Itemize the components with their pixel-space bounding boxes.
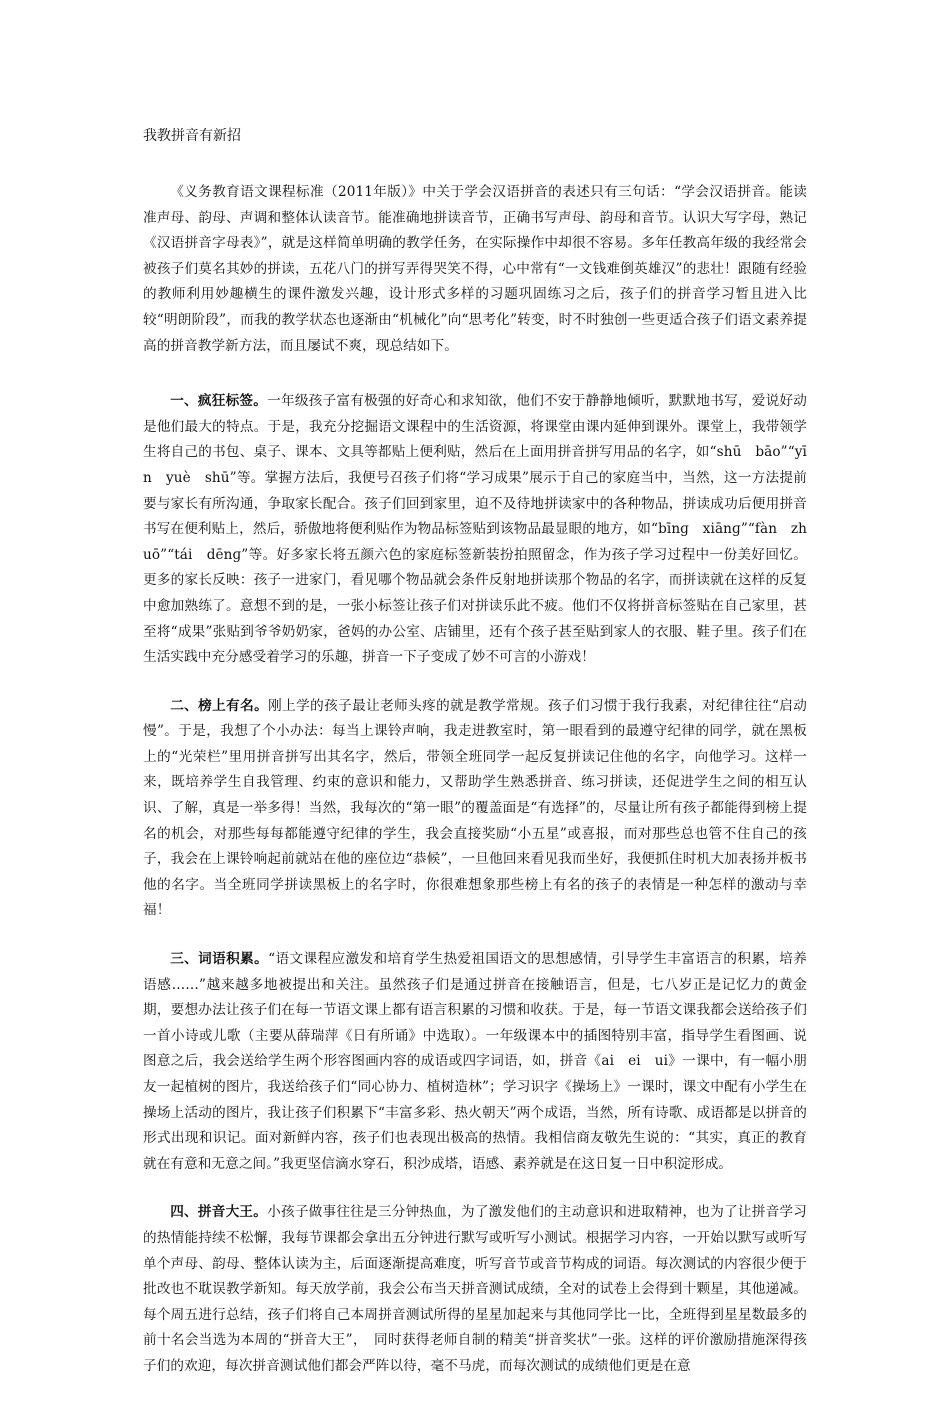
document-body [143, 180, 807, 1403]
section-heading-2: 二、榜上有名。 [170, 697, 269, 714]
section-text-1: 一年级孩子富有极强的好奇心和求知欲，他们不安于静静地倾听，默默地书写，爱说好动是他们最大的特点。于是，我充分挖掘语文课程中的生活资源，将课堂由课内延伸到课外。课堂上，我带领学生将自己的书包、桌子、课本、文具等都贴上便利贴，然后在上面用拼音拼写用品的名字，如“shū bāo”“yīn yuè shū”等。掌握方法后，我便号召孩子们将“学习成果”展示于自己的家庭当中，当然，这一方法提前要与家长有所沟通，争取家长配合。孩子们回到家里，迫不及待地拼读家中的各种物品，拼读成功后便用拼音书写在便利贴上，然后，骄傲地将便利贴作为物品标签贴到该物品最显眼的地方，如“bīnɡ xiānɡ”“fàn zhuō”“tái dēnɡ”等。好多家长将五颜六色的家庭标签新装扮拍照留念，作为孩子学习过程中一份美好回忆。更多的家长反映：孩子一进家门，看见哪个物品就会条件反射地拼读那个物品的名字，而拼读就在这样的反复中愈加熟练了。意想不到的是，一张小标签让孩子们对拼读乐此不疲。他们不仅将拼音标签贴在自己家里，甚至将“成果”张贴到爷爷奶奶家，爸妈的办公室、店铺里，还有个孩子甚至贴到家人的衣服、鞋子里。孩子们在生活实践中充分感受着学习的乐趣，拼音一下子变成了妙不可言的小游戏！ [143, 393, 807, 666]
section-paragraph-1 [143, 389, 807, 671]
section-text-4: 小孩子做事往往是三分钟热血，为了激发他们的主动意识和进取精神，也为了让拼音学习的热情能持续不松懈，我每节课都会拿出五分钟进行默写或听写小测试。根据学习内容，一开始以默写或听写单个声母、韵母、整体认读为主，后面逐渐提高难度，听写音节或音节构成的词语。每次测试的内容很少便于批改也不耽误教学新知。每天放学前，我会公布当天拼音测试成绩，全对的试卷上会得到十颗星，其他递减。每个周五进行总结，孩子们将自己本周拼音测试所得的星星加起来与其他同学比一比，全班得到星星数最多的前十名会当选为本周的“拼音大王”， 同时获得老师自制的精美“拼音奖状”一张。这样的评价激励措施深得孩子们的欢迎，每次拼音测试他们都会严阵以待，毫不马虎，而每次测试的成绩他们更是在意 [143, 1204, 807, 1374]
section-heading-3: 三、词语积累。 [170, 951, 269, 968]
section-text-3: “语文课程应激发和培育学生热爱祖国语文的思想感情，引导学生丰富语言的积累，培养语感……”越来越多地被提出和关注。虽然孩子们是通过拼音在接触语言，但是，七八岁正是记忆力的黄金期，要想办法让孩子们在每一节语文课上都有语言积累的习惯和收获。于是，每一节语文课我都会送给孩子们一首小诗或儿歌（主要从薛瑞萍《日有所诵》中选取）。一年级课本中的插图特别丰富，指导学生看图画、说图意之后，我会送给学生两个形容图画内容的成语或四字词语，如，拼音《ai ei ui》一课中，有一幅小朋友一起植树的图片，我送给孩子们“同心协力、植树造林”；学习识字《操场上》一课时，课文中配有小学生在操场上活动的图片，我让孩子们积累下“丰富多彩、热火朝天”两个成语，当然，所有诗歌、成语都是以拼音的形式出现和识记。面对新鲜内容，孩子们也表现出极高的热情。我相信商友敬先生说的：“其实，真正的教育就在有意和无意之间。”我更坚信滴水穿石，积沙成塔，语感、素养就是在这日复一日中积淀形成。 [143, 951, 807, 1172]
section-paragraph-4 [143, 1200, 807, 1379]
section-heading-1: 一、疯狂标签。 [170, 393, 268, 410]
section-heading-4: 四、拼音大王。 [170, 1204, 268, 1221]
section-text-2: 刚上学的孩子最让老师头疼的就是教学常规。孩子们习惯于我行我素，对纪律往往“启动慢”。于是，我想了个小办法：每当上课铃声响，我走进教室时，第一眼看到的最遵守纪律的同学，就在黑板上的“光荣栏”里用拼音拼写出其名字，然后，带领全班同学一起反复拼读记住他的名字，向他学习。这样一来，既培养学生自我管理、约束的意识和能力，又帮助学生熟悉拼音、练习拼读，还促进学生之间的相互认识、了解，真是一举多得！当然，我每次的“第一眼”的覆盖面是“有选择”的，尽量让所有孩子都能得到榜上提名的机会，对那些每每都能遵守纪律的学生，我会直接奖励“小五星”或喜报，而对那些总也管不住自己的孩子，我会在上课铃响起前就站在他的座位边“恭候”，一旦他回来看见我而坐好，我便抓住时机大加表扬并板书他的名字。当全班同学拼读黑板上的名字时，你很难想象那些榜上有名的孩子的表情是一种怎样的激动与幸福！ [143, 697, 807, 919]
intro-paragraph: 《义务教育语文课程标准（2011年版）》中关于学会汉语拼音的表述只有三句话：“学会汉语拼音。能读准声母、韵母、声调和整体认读音节。能准确地拼读音节，正确书写声母、韵母和音节。认识大写字母，熟记《汉语拼音字母表》”，就是这样简单明确的教学任务，在实际操作中却很不容易。多年任教高年级的我经常会被孩子们莫名其妙的拼读，五花八门的拼写弄得哭笑不得，心中常有“一文钱难倒英雄汉”的悲壮！跟随有经验的教师利用妙趣横生的课件激发兴趣，设计形式多样的习题巩固练习之后，孩子们的拼音学习暂且进入比较“明朗阶段”，而我的教学状态也逐渐由“机械化”向“思考化”转变，时不时独创一些更适合孩子们语文素养提高的拼音教学新方法，而且屡试不爽，现总结如下。 [143, 184, 807, 354]
section-paragraph-3 [143, 947, 807, 1177]
document-title: 我教拼音有新招 [143, 128, 241, 144]
section-paragraph-2 [143, 694, 807, 924]
